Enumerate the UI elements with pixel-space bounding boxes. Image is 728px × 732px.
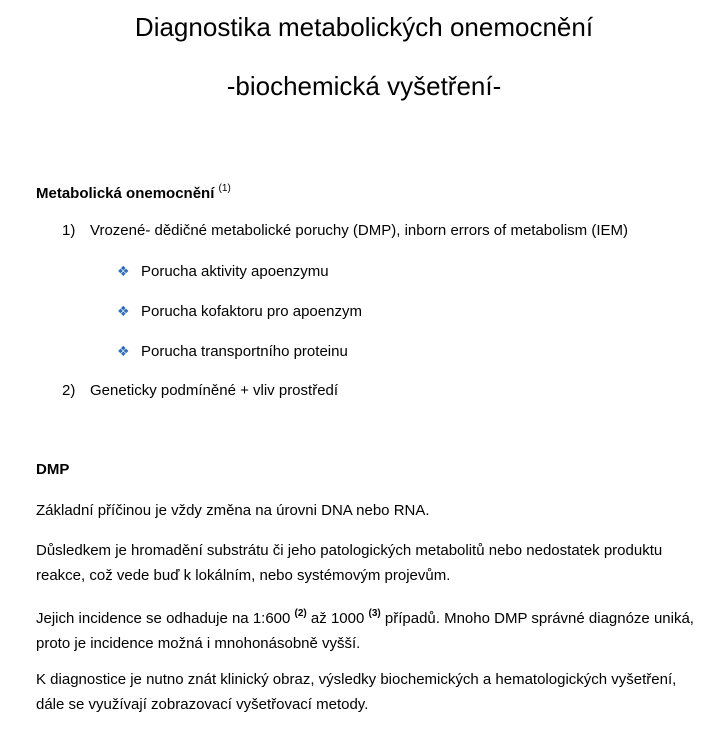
paragraph: K diagnostice je nutno znát klinický obraz, výsledky biochemických a hematologických vyšetření, dále se využívají zobrazovací vyšetřovací metody. [36,671,677,713]
document-title: Diagnostika metabolických onemocnění [134,12,594,42]
reference-marker: (1) [218,183,231,194]
bullet-item [117,262,329,281]
diamond-bullet-icon: ❖ [117,263,130,279]
bullet-text: Porucha aktivity apoenzymu [141,263,329,280]
bullet-text: Porucha transportního proteinu [141,343,348,360]
list-item-text: Vrozené- dědičné metabolické poruchy (DMP), inborn errors of metabolism (IEM) [90,222,628,239]
bullet-item [117,302,362,321]
paragraph-text: případů. Mnoho DMP správné diagnóze uniká, proto je incidence možná i mnohonásobně vyšší. [36,610,694,652]
bullet-text: Porucha kofaktoru pro apoenzym [141,303,362,320]
paragraph-incidence [36,602,696,656]
list-number: 2) [62,382,76,399]
reference-marker: (2) [294,608,307,619]
paragraph-text: Jejich incidence se odhaduje na 1:600 [36,610,295,627]
paragraph-text: až 1000 [306,610,369,627]
section-heading-metabolic [36,181,231,203]
reference-marker: (3) [368,608,381,619]
diamond-bullet-icon: ❖ [117,303,130,319]
paragraph: Důsledkem je hromadění substrátu či jeho patologických metabolitů nebo nedostatek produktu reakce, což vede buď k lokálním, nebo systémovým projevům. [36,542,663,584]
heading-text: Metabolická onemocnění [36,185,215,202]
section-heading-dmp: DMP [36,461,70,478]
list-item-text: Geneticky podmíněné + vliv prostředí [90,382,339,399]
diamond-bullet-icon: ❖ [117,343,130,359]
list-number: 1) [62,222,76,239]
paragraph: Základní příčinou je vždy změna na úrovni DNA nebo RNA. [36,502,430,519]
bullet-item [117,342,348,361]
document-subtitle: -biochemická vyšetření- [226,71,502,101]
list-item [62,382,338,400]
list-item [62,222,628,240]
